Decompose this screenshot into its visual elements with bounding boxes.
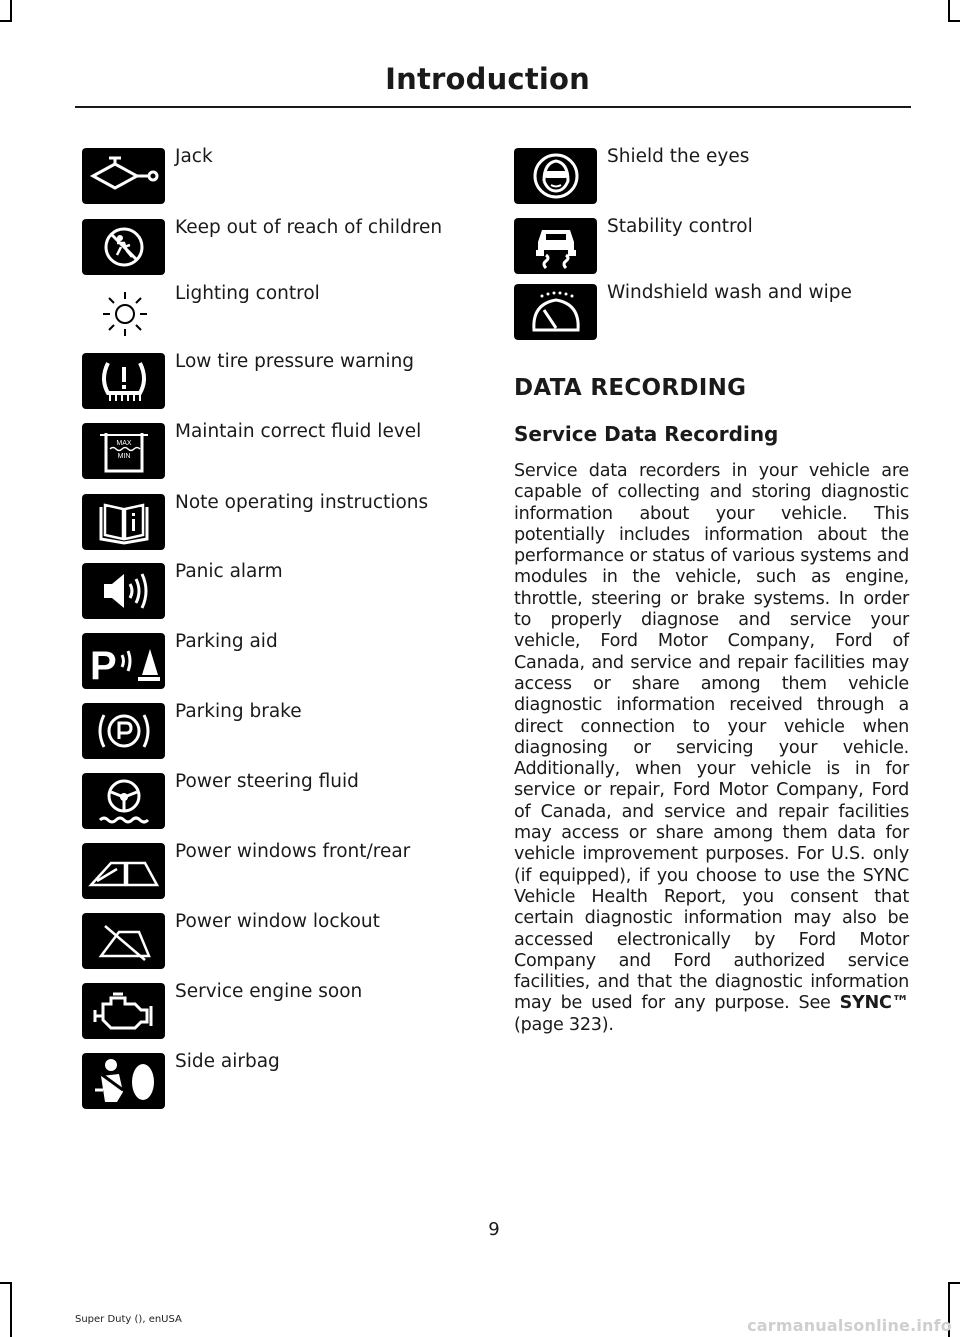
symbol-label: Shield the eyes bbox=[607, 146, 750, 167]
body-text: Service data recorders in your vehicle are capable of collecting and storing diagnostic information about your vehicle. This potentially includes information about the performance or status of various systems and modules in the vehicle, such as engine, throttle, steering or brake systems. In order to properly diagnose and service your vehicle, Ford Motor Company, Ford of Canada, and service and repair facilities may access or share among them vehicle diagnostic information received through a direct connection to your vehicle when diagnosing or servicing your vehicle. Additionally, when your vehicle is in for service or repair, Ford Motor Company, Ford of Canada, and service and repair facilities may access or share among them data for vehicle improvement purposes. For U.S. only (if equipped), if you choose to use the SYNC Vehicle Health Report, you consent that certain diagnostic information may also be accessed electronically by Ford Motor Company and Ford authorized service facilities, and that the diagnostic information may be used for any purpose. bbox=[514, 461, 909, 1014]
power-windows-icon bbox=[82, 843, 165, 899]
watermark: carmanualsonline.info bbox=[747, 1316, 952, 1335]
symbol-label: Power window lockout bbox=[175, 911, 380, 932]
window-lockout-icon bbox=[82, 913, 165, 969]
crop-mark-top-right-h bbox=[948, 20, 960, 22]
symbol-label: Power steering fluid bbox=[175, 771, 359, 792]
symbol-label: Keep out of reach of children bbox=[175, 217, 443, 238]
side-airbag-icon bbox=[82, 1053, 165, 1109]
symbol-label: Parking brake bbox=[175, 701, 302, 722]
symbol-label: Windshield wash and wipe bbox=[607, 282, 852, 303]
symbol-label: Stability control bbox=[607, 216, 753, 237]
body-paragraph bbox=[514, 461, 909, 1036]
crop-mark-bottom-left-v bbox=[10, 1282, 12, 1337]
keep-away-children-icon bbox=[82, 219, 165, 275]
symbol-label: Service engine soon bbox=[175, 981, 363, 1002]
page-reference: (page 323). bbox=[514, 1014, 614, 1035]
symbol-label: Lighting control bbox=[175, 283, 320, 304]
symbol-label: Jack bbox=[175, 146, 213, 167]
page-number: 9 bbox=[488, 1219, 500, 1240]
header-divider bbox=[75, 106, 911, 108]
windshield-wash-icon bbox=[514, 284, 597, 340]
fluid-level-icon bbox=[82, 423, 165, 479]
low-tire-pressure-icon bbox=[82, 353, 165, 409]
operating-instructions-icon bbox=[82, 494, 165, 550]
crop-mark-bottom-left-h bbox=[0, 1282, 12, 1284]
lighting-control-icon bbox=[82, 285, 167, 343]
shield-eyes-icon bbox=[514, 148, 597, 204]
document-info: Super Duty (), enUSA bbox=[75, 1314, 182, 1325]
section-heading: DATA RECORDING bbox=[514, 375, 747, 401]
power-steering-fluid-icon bbox=[82, 773, 165, 829]
symbol-label: Maintain correct fluid level bbox=[175, 421, 422, 442]
crop-mark-bottom-right-h bbox=[948, 1282, 960, 1284]
parking-aid-icon bbox=[82, 633, 165, 689]
symbol-label: Side airbag bbox=[175, 1051, 280, 1072]
sync-cross-reference-link[interactable]: SYNC™ bbox=[839, 993, 910, 1014]
parking-p-text: P bbox=[89, 644, 117, 685]
subsection-heading: Service Data Recording bbox=[514, 422, 779, 446]
panic-alarm-icon bbox=[82, 563, 165, 619]
stability-control-icon bbox=[514, 218, 597, 274]
symbol-label: Panic alarm bbox=[175, 561, 283, 582]
parking-brake-icon bbox=[82, 703, 165, 759]
symbol-label: Note operating instructions bbox=[175, 492, 429, 513]
symbol-label: Low tire pressure warning bbox=[175, 351, 415, 372]
jack-icon bbox=[82, 148, 165, 204]
service-engine-icon bbox=[82, 983, 165, 1039]
crop-mark-top-right-v bbox=[948, 0, 950, 22]
fluid-min-text: MIN bbox=[117, 453, 130, 460]
crop-mark-top-left-h bbox=[0, 20, 12, 22]
page-title: Introduction bbox=[385, 62, 590, 96]
symbol-label: Power windows front/rear bbox=[175, 841, 411, 862]
see-prefix: See bbox=[798, 993, 831, 1014]
fluid-max-text: MAX bbox=[115, 440, 132, 447]
symbol-label: Parking aid bbox=[175, 631, 278, 652]
crop-mark-top-left-v bbox=[10, 0, 12, 22]
